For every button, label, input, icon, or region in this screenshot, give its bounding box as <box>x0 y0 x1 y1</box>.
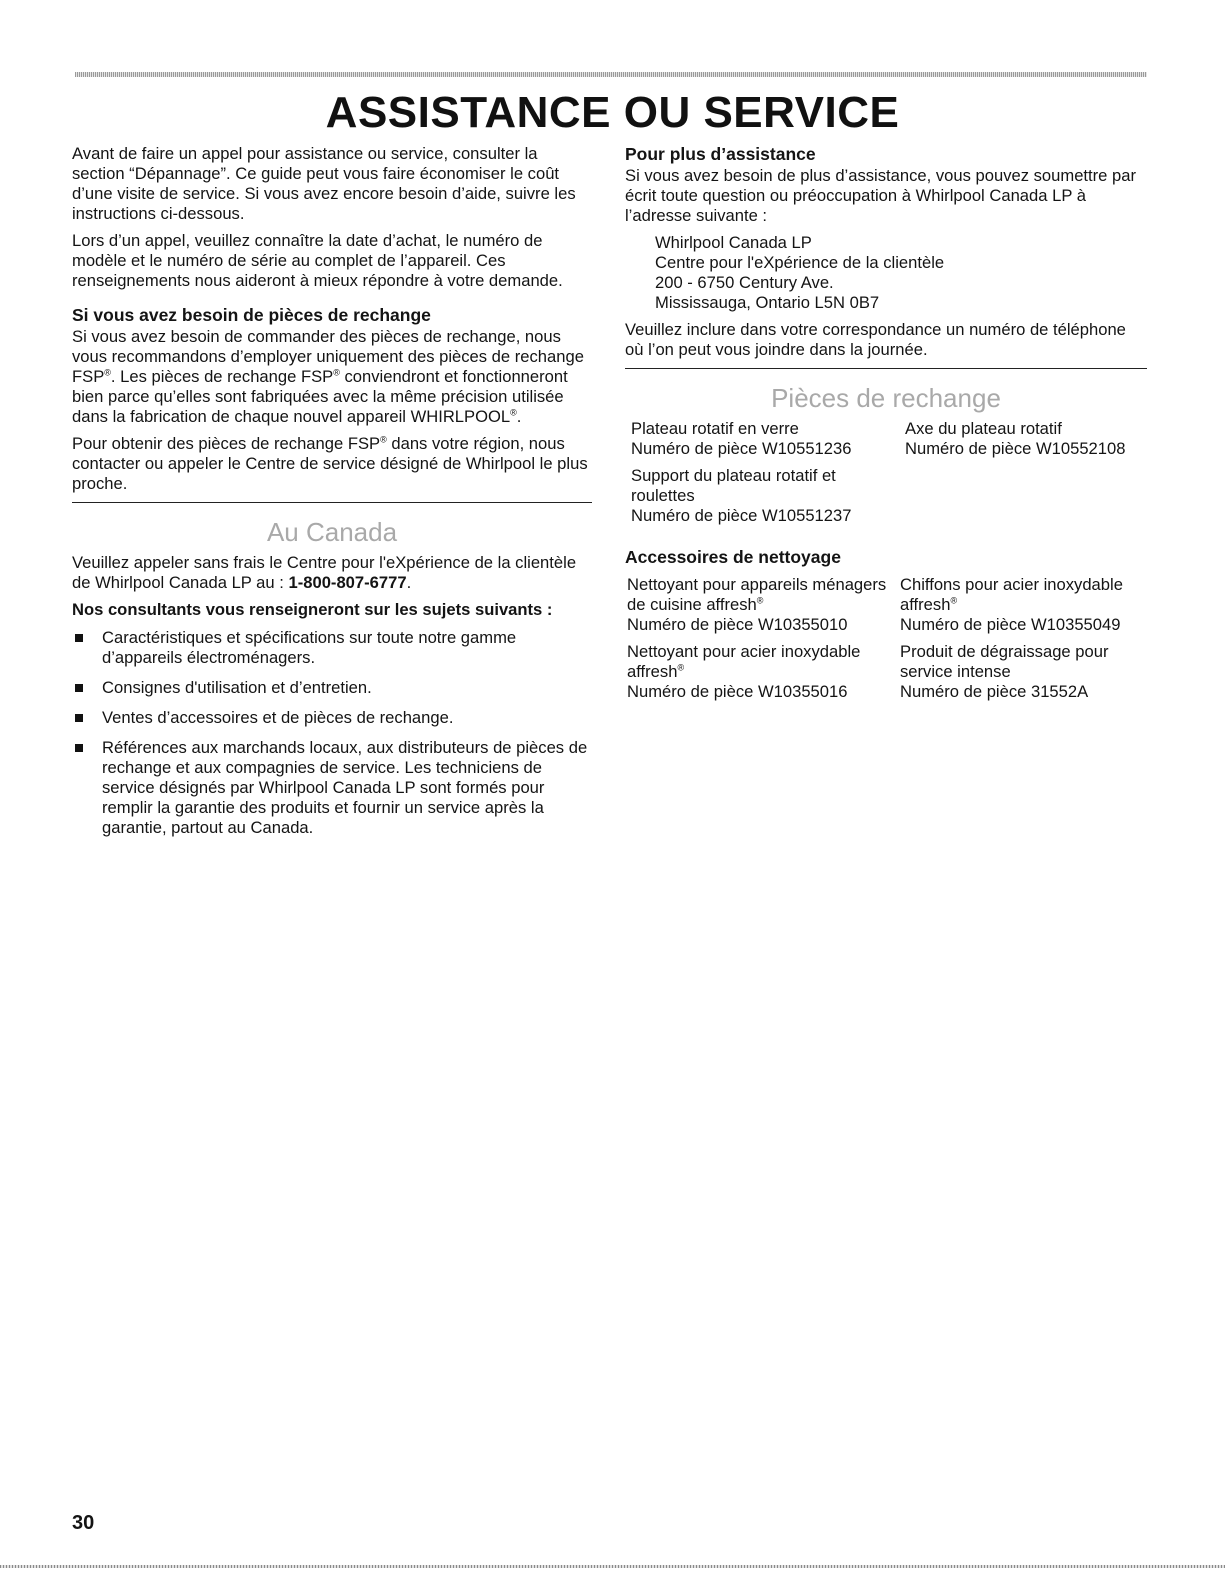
list-item: Consignes d'utilisation et d’entretien. <box>72 678 592 698</box>
canada-paragraph: Veuillez appeler sans frais le Centre pour l'eXpérience de la clientèle de Whirlpool Canada LP au : 1-800-807-6777. <box>72 553 577 592</box>
address-line: Whirlpool Canada LP <box>655 233 812 252</box>
section-divider <box>72 502 592 503</box>
consultants-topic-list <box>72 628 592 838</box>
replacement-parts-grid <box>625 419 1147 533</box>
part-item <box>631 466 899 526</box>
bullet-square-icon <box>75 634 83 642</box>
page-title: ASSISTANCE OU SERVICE <box>325 88 900 137</box>
part-number: Numéro de pièce W10355049 <box>900 615 1121 634</box>
more-assistance-paragraph: Si vous avez besoin de plus d’assistance, vous pouvez soumettre par écrit toute question ou préoccupation à Whirlpool Canada LP à l’adresse suivante : <box>625 166 1137 225</box>
bullet-square-icon <box>75 744 83 752</box>
list-item: Caractéristiques et spécifications sur toute notre gamme d’appareils électroménagers. <box>72 628 592 668</box>
list-item: Références aux marchands locaux, aux distributeurs de pièces de rechange et aux compagnies de service. Les techniciens de service désignés par Whirlpool Canada LP sont formés pour remplir la garantie des produits et fournir un service après la garantie, partout au Canada. <box>72 738 592 838</box>
cleaning-accessories-heading: Accessoires de nettoyage <box>625 547 841 567</box>
replacement-parts-section-heading: Pièces de rechange <box>771 383 1001 413</box>
part-number: Numéro de pièce W10355010 <box>627 615 848 634</box>
intro-paragraph-2: Lors d’un appel, veuillez connaître la date d’achat, le numéro de modèle et le numéro de série au complet de l’appareil. Ces renseignements nous aideront à mieux répondre à votre demande. <box>72 231 563 290</box>
part-name: Nettoyant pour acier inoxydable affresh® <box>627 642 861 681</box>
bottom-decorative-bar <box>0 1565 1225 1568</box>
part-name: Nettoyant pour appareils ménagers de cuisine affresh® <box>627 575 887 614</box>
part-item <box>905 419 1153 459</box>
part-item <box>631 419 899 459</box>
part-item <box>900 575 1148 635</box>
part-number: Numéro de pièce W10551237 <box>631 506 852 525</box>
address-line: Mississauga, Ontario L5N 0B7 <box>655 293 880 312</box>
replacement-parts-paragraph-2: Pour obtenir des pièces de rechange FSP® dans votre région, nous contacter ou appeler le Centre de service désigné de Whirlpool le plus proche. <box>72 434 588 493</box>
replacement-parts-paragraph-1: Si vous avez besoin de commander des pièces de rechange, nous vous recommandons d’employer uniquement des pièces de rechange FSP®. Les pièces de rechange FSP® conviendront et fonctionneront bien parce qu’elles sont fabriquées avec la même précision utilisée dans la fabrication de chaque nouvel appareil WHIRLPOOL®. <box>72 327 584 426</box>
section-divider <box>625 368 1147 369</box>
part-name: Support du plateau rotatif et roulettes <box>631 466 836 505</box>
part-item <box>900 642 1148 702</box>
list-item: Ventes d’accessoires et de pièces de rechange. <box>72 708 592 728</box>
part-item <box>627 575 898 635</box>
part-item <box>627 642 898 702</box>
mailing-address <box>625 233 1147 313</box>
address-line: Centre pour l'eXpérience de la clientèle <box>655 253 945 272</box>
right-column <box>625 144 1147 709</box>
part-number: Numéro de pièce W10355016 <box>627 682 848 701</box>
bullet-square-icon <box>75 714 83 722</box>
part-number: Numéro de pièce W10552108 <box>905 439 1126 458</box>
more-assistance-heading: Pour plus d’assistance <box>625 144 816 164</box>
part-name: Axe du plateau rotatif <box>905 419 1062 438</box>
part-name: Plateau rotatif en verre <box>631 419 799 438</box>
part-name: Produit de dégraissage pour service intense <box>900 642 1109 681</box>
correspondence-paragraph: Veuillez inclure dans votre correspondance un numéro de téléphone où l’on peut vous joindre dans la journée. <box>625 320 1126 359</box>
cleaning-accessories-grid <box>625 575 1147 709</box>
canada-phone-number: 1-800-807-6777 <box>288 573 407 592</box>
canada-heading: Au Canada <box>266 517 398 547</box>
part-number: Numéro de pièce W10551236 <box>631 439 852 458</box>
top-decorative-bar <box>75 72 1147 77</box>
consultants-heading: Nos consultants vous renseigneront sur les sujets suivants : <box>72 600 553 619</box>
address-line: 200 - 6750 Century Ave. <box>655 273 834 292</box>
bullet-square-icon <box>75 684 83 692</box>
page-number: 30 <box>72 1512 95 1534</box>
replacement-parts-heading: Si vous avez besoin de pièces de rechange <box>72 305 431 325</box>
left-column <box>72 144 592 848</box>
part-number: Numéro de pièce 31552A <box>900 682 1089 701</box>
intro-paragraph-1: Avant de faire un appel pour assistance ou service, consulter la section “Dépannage”. Ce guide peut vous faire économiser le coût d’une visite de service. Si vous avez encore besoin d’aide, suivre les instructions ci-dessous. <box>72 144 576 223</box>
part-name: Chiffons pour acier inoxydable affresh® <box>900 575 1123 614</box>
